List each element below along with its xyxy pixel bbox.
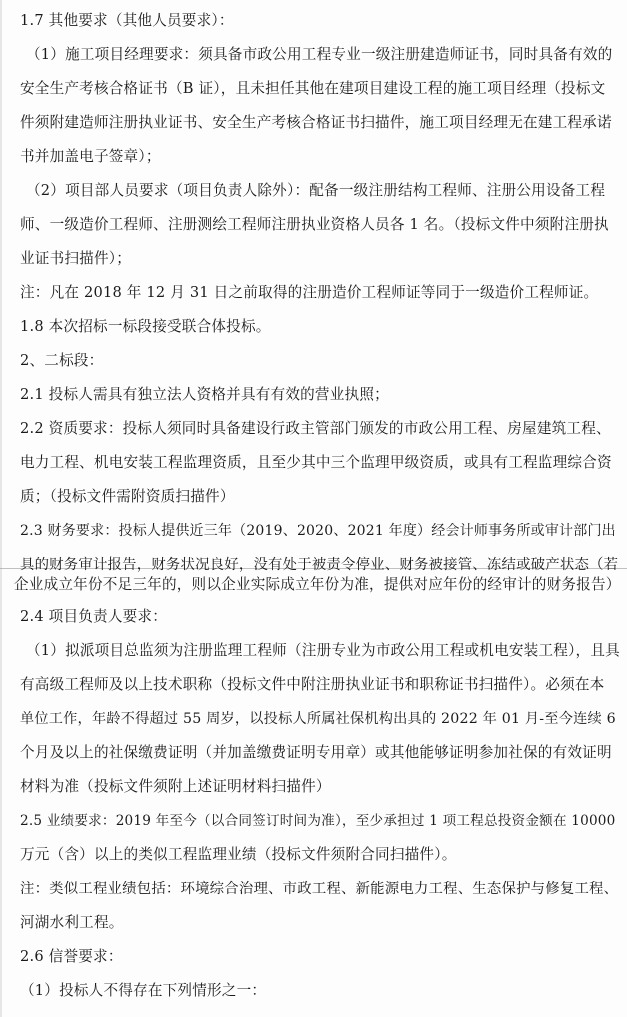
paragraph-line: （1）投标人不得存在下列情形之一： [20,982,267,999]
paragraph-line: 质；（投标文件需附资质扫描件） [20,488,235,505]
note-line: 注：凡在 2018 年 12 月 31 日之前取得的注册造价工程师证等同于一级造价工程师证。 [20,284,599,301]
section-heading-lot-2: 2、二标段： [20,352,104,369]
paragraph-line: 业证书扫描件）； [20,250,132,267]
heading-2-4: 2.4 项目负责人要求： [20,608,167,625]
scan-edge-shadow [0,0,2,1017]
heading-1-8: 1.8 本次招标一标段接受联合体投标。 [20,318,271,335]
paragraph-line: 安全生产考核合格证书（B 证），且未担任其他在建项目建设工程的施工项目经理（投标文 [20,80,606,97]
heading-1-7: 1.7 其他要求（其他人员要求）： [20,12,234,29]
paragraph-line: 电力工程、机电安装工程监理资质，且至少其中三个监理甲级资质，或具有工程监理综合资 [20,454,612,471]
paragraph-line: 个月及以上的社保缴费证明（并加盖缴费证明专用章）或其他能够证明参加社保的有效证明 [20,744,612,761]
heading-2-5: 2.5 业绩要求：2019 年至今（以合同签订时间为准），至少承担过 1 项工程总投资金额在 10000 [20,813,616,829]
heading-2-1: 2.1 投标人需具有独立法人资格并具有有效的营业执照； [20,386,389,403]
paragraph-line: 有高级工程师及以上技术职称（投标文件中附注册执业证书和职称证书扫描件）。必须在本 [20,676,605,693]
heading-2-2: 2.2 资质要求：投标人须同时具备建设行政主管部门颁发的市政公用工程、房屋建筑工程、 [20,420,611,437]
paragraph-line: 件须附建造师注册执业证书、安全生产考核合格证书扫描件，施工项目经理无在建工程承诺 [20,114,612,131]
paragraph-line: 书并加盖电子签章）； [20,148,161,165]
paragraph-line: 万元（含）以上的类似工程监理业绩（投标文件须附合同扫描件）。 [20,846,457,863]
paragraph-line: （1）拟派项目总监须为注册监理工程师（注册专业为市政公用工程或机电安装工程），且具 [26,642,620,659]
paragraph-line: 企业成立年份不足三年的，则以企业实际成立年份为准，提供对应年份的经审计的财务报告） [14,576,621,593]
paragraph-line: 河湖水利工程。 [20,914,124,931]
paragraph-line: 师、一级造价工程师、注册测绘工程师注册执业资格人员各 1 名。（投标文件中须附注册执 [20,216,609,233]
paragraph-line: （2）项目部人员要求（项目负责人除外）：配备一级注册结构工程师、注册公用设备工程 [26,182,606,199]
paragraph-line: （1）施工项目经理要求：须具备市政公用工程专业一级注册建造师证书，同时具备有效的 [26,46,613,63]
note-line: 注：类似工程业绩包括：环境综合治理、市政工程、新能源电力工程、生态保护与修复工程、 [20,881,619,897]
heading-2-6: 2.6 信誉要求： [20,948,123,965]
paragraph-line: 材料为准（投标文件须附上述证明材料扫描件） [20,778,331,795]
paragraph-line: 单位工作，年龄不得超过 55 周岁，以投标人所属社保机构出具的 2022 年 01 月-至今连续 6 [20,711,616,727]
heading-2-3: 2.3 财务要求：投标人提供近三年（2019、2020、2021 年度）经会计师事务所或审计部门出 [20,523,616,539]
paragraph-line: 具的财务审计报告，财务状况良好，没有处于被责令停业、财务被接管、冻结或破产状态（若 [20,557,619,573]
